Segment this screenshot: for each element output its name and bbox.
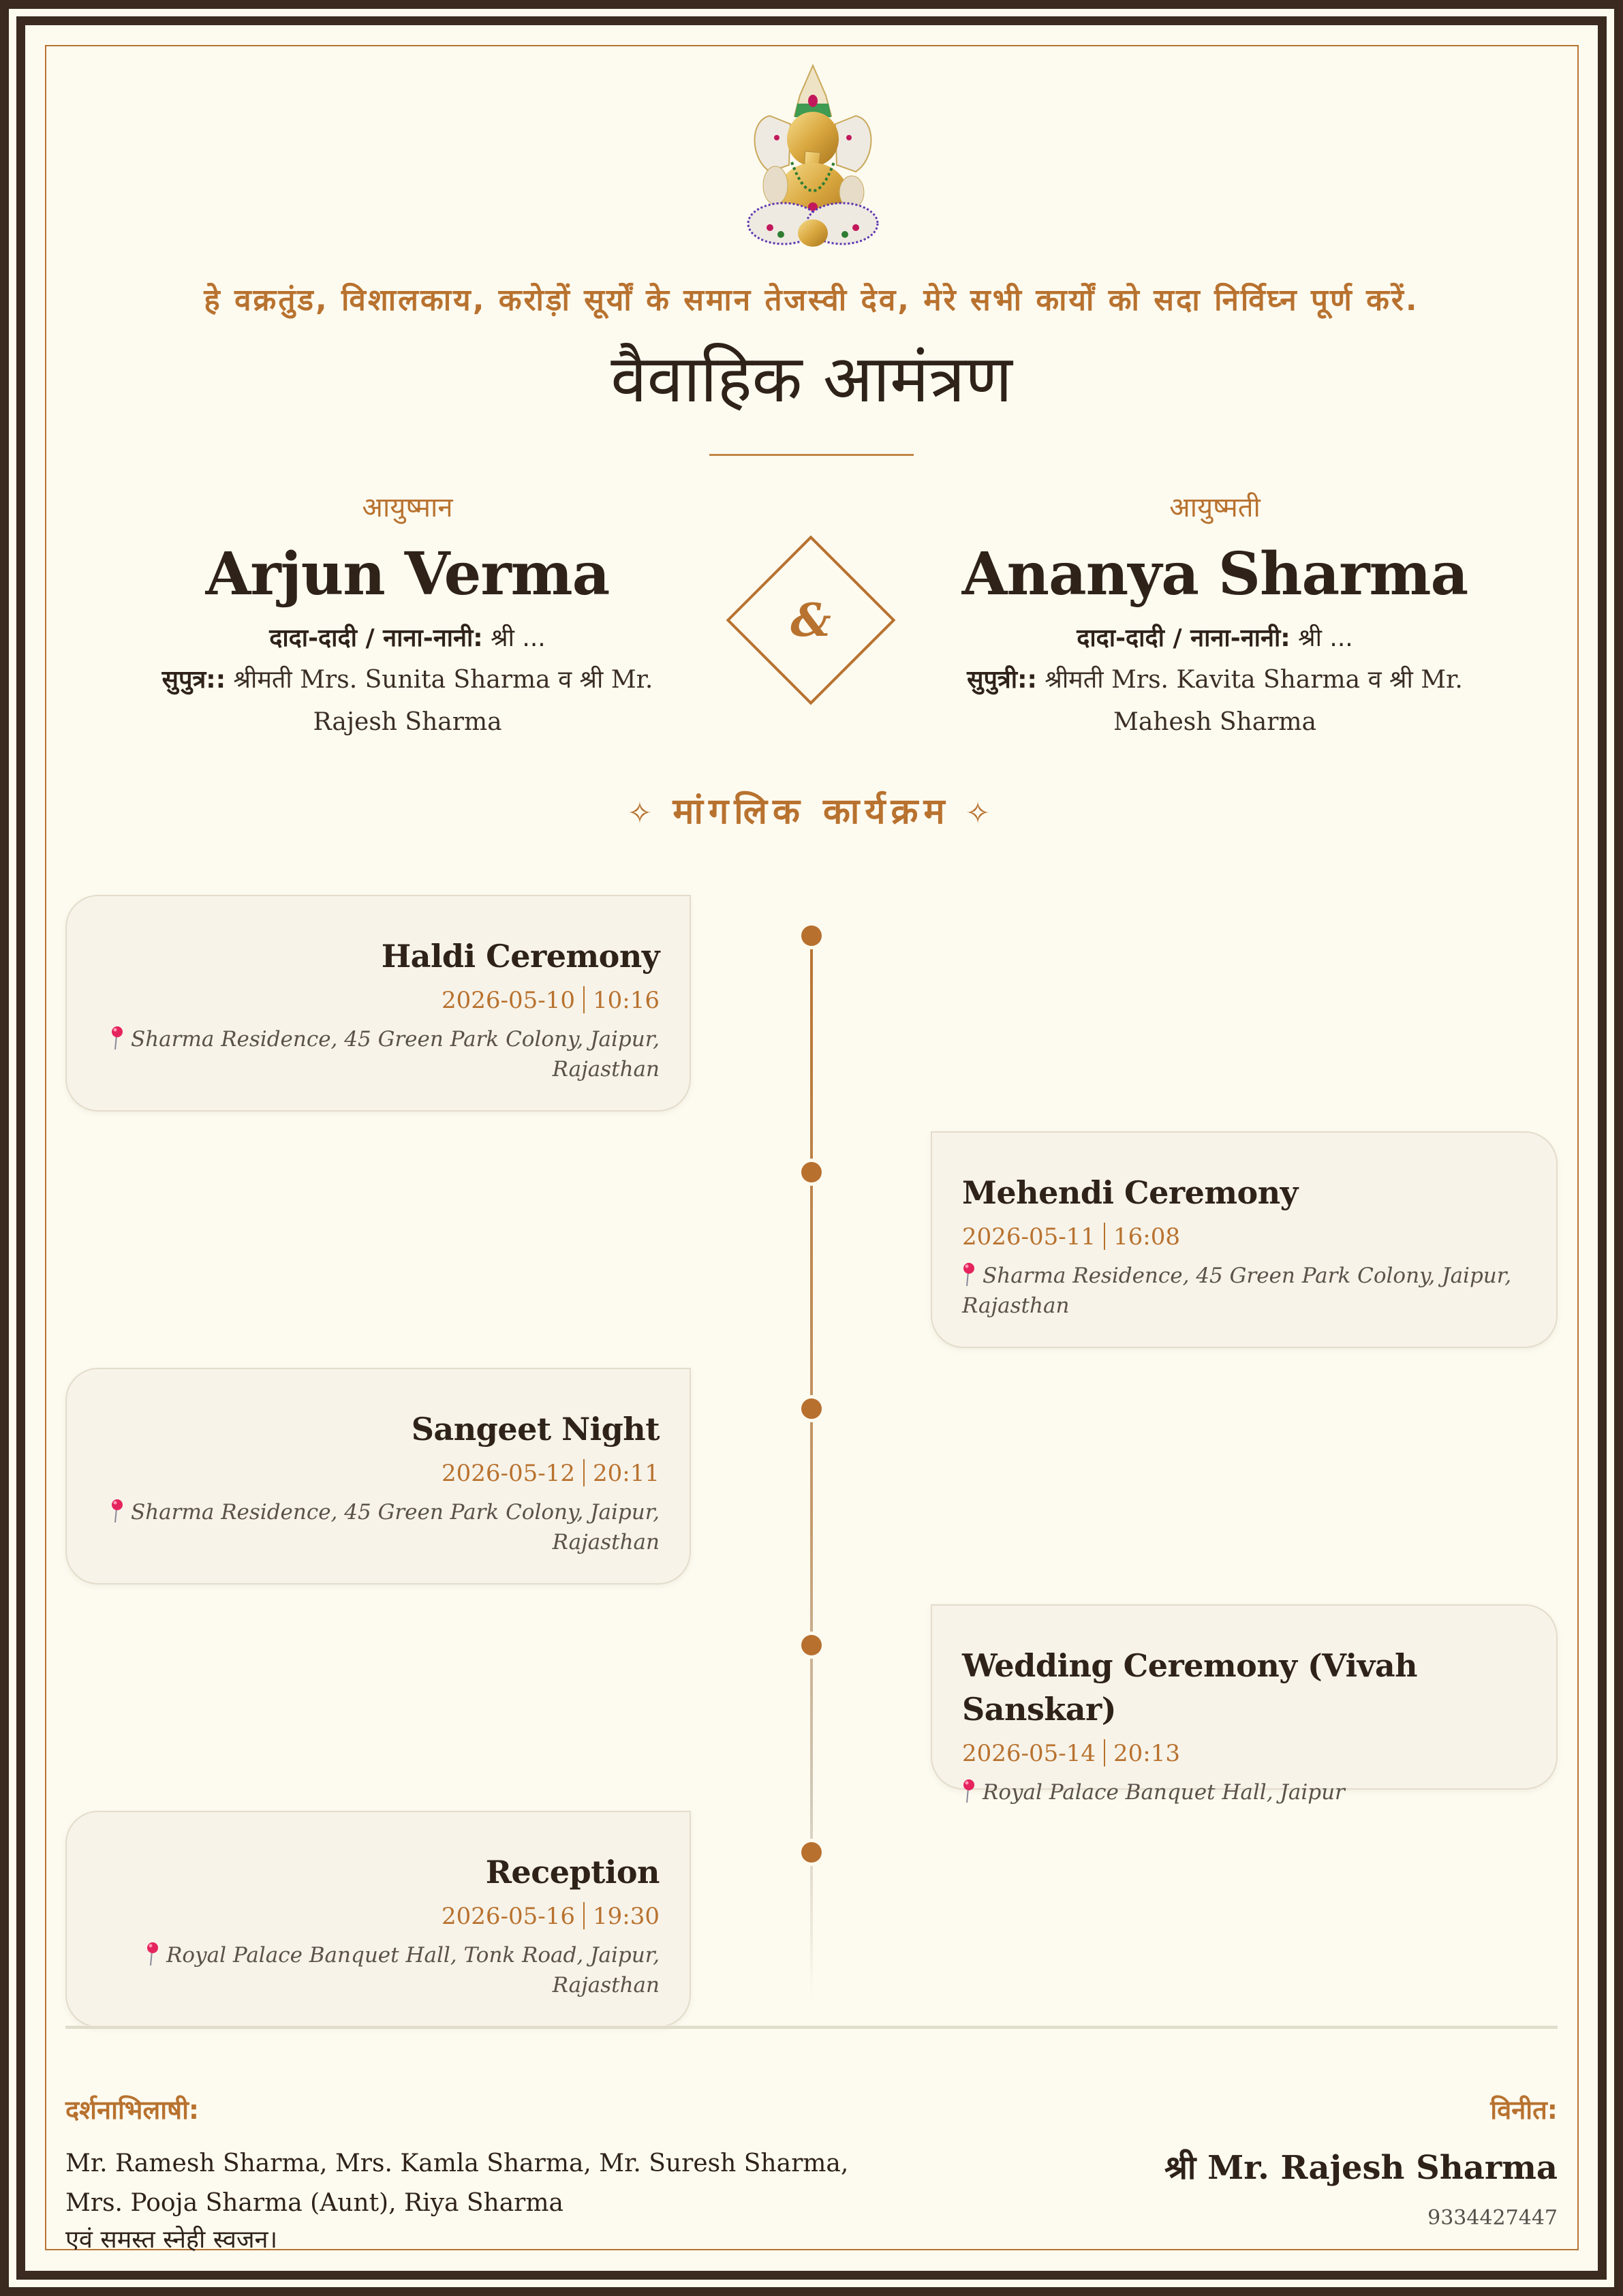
ampersand-icon: & — [790, 594, 831, 647]
bride-parents-value: श्रीमती Mrs. Kavita Sharma व श्री Mr. Mahesh Sharma — [1036, 666, 1463, 736]
ganesha-icon — [743, 63, 883, 251]
groom-name: Arjun Verma — [205, 540, 610, 609]
event-time: 19:30 — [593, 1903, 660, 1930]
event-card-mehendi — [931, 1131, 1558, 1348]
map-pin-icon — [962, 1779, 976, 1803]
event-time: 10:16 — [593, 987, 660, 1014]
event-venue — [962, 1777, 1526, 1807]
event-title: Reception — [485, 1854, 660, 1891]
groom-grandparents-label: दादा-दादी / नाना-नानी: — [269, 624, 483, 652]
event-date: 2026-05-10 — [441, 987, 576, 1014]
event-card-sangeet — [65, 1368, 691, 1585]
datetime-separator — [583, 1459, 585, 1486]
bride-block — [908, 487, 1521, 744]
wishers-names: Mr. Ramesh Sharma, Mrs. Kamla Sharma, Mr. Suresh Sharma, Mrs. Pooja Sharma (Aunt), Riya Sharma — [65, 2149, 849, 2217]
event-datetime — [97, 1894, 660, 1939]
event-venue-text: Royal Palace Banquet Hall, Jaipur — [983, 1780, 1345, 1805]
event-card-reception — [65, 1811, 691, 2027]
datetime-separator — [1104, 1223, 1105, 1250]
page-title: वैवाहिक आमंत्रण — [610, 341, 1013, 417]
timeline-dot — [801, 1842, 822, 1863]
event-datetime — [962, 1214, 1526, 1259]
wishers-closing: एवं समस्त स्नेही स्वजन। — [65, 2226, 278, 2254]
datetime-separator — [583, 1902, 585, 1929]
sparkle-star-icon: ✧ — [965, 796, 996, 831]
event-time: 20:11 — [593, 1460, 660, 1487]
event-title: Wedding Ceremony (Vivah Sanskar) — [962, 1647, 1418, 1728]
groom-block — [101, 487, 714, 744]
host-name: श्री Mr. Rajesh Sharma — [1164, 2149, 1558, 2187]
title-divider — [709, 454, 914, 456]
bride-grandparents-value: श्री ... — [1290, 624, 1353, 652]
groom-parents-value: श्रीमती Mrs. Sunita Sharma व श्री Mr. Rajesh Sharma — [226, 666, 653, 736]
event-date: 2026-05-16 — [441, 1903, 576, 1930]
event-venue-text: Sharma Residence, 45 Green Park Colony, Jaipur, Rajasthan — [962, 1264, 1512, 1318]
event-venue — [97, 1024, 660, 1084]
event-date: 2026-05-12 — [441, 1460, 576, 1487]
timeline-dot — [801, 1398, 822, 1419]
event-venue-text: Sharma Residence, 45 Green Park Colony, Jaipur, Rajasthan — [130, 1500, 660, 1555]
host-phone: 9334427447 — [1427, 2206, 1558, 2230]
bride-honorific: आयुष्मती — [1169, 492, 1261, 523]
groom-grandparents — [101, 618, 714, 659]
event-venue — [97, 1940, 660, 2000]
event-card-haldi — [65, 895, 691, 1112]
event-date: 2026-05-14 — [962, 1740, 1096, 1767]
event-venue-text: Royal Palace Banquet Hall, Tonk Road, Jaipur, Rajasthan — [166, 1943, 660, 1997]
groom-honorific: आयुष्मान — [362, 492, 453, 523]
event-title: Mehendi Ceremony — [962, 1174, 1298, 1211]
host-label: विनीत: — [1490, 2095, 1558, 2125]
events-section-heading — [0, 787, 1623, 838]
bride-grandparents-label: दादा-दादी / नाना-नानी: — [1077, 624, 1290, 652]
event-venue — [962, 1261, 1526, 1321]
events-heading-text: मांगलिक कार्यक्रम — [673, 791, 950, 832]
bride-name: Ananya Sharma — [961, 540, 1468, 609]
map-pin-icon — [962, 1262, 976, 1287]
map-pin-icon — [146, 1942, 159, 1966]
event-time: 16:08 — [1113, 1223, 1181, 1251]
map-pin-icon — [110, 1499, 124, 1523]
event-title: Haldi Ceremony — [381, 938, 660, 975]
bride-parents-label: सुपुत्री:: — [967, 666, 1037, 694]
timeline-line — [810, 936, 813, 1999]
wishers-block — [65, 2144, 883, 2257]
event-date: 2026-05-11 — [962, 1223, 1096, 1251]
event-datetime — [97, 978, 660, 1023]
event-venue — [97, 1497, 660, 1557]
event-time: 20:13 — [1113, 1740, 1181, 1767]
timeline-dot — [801, 1635, 822, 1655]
bride-parents — [908, 659, 1521, 744]
event-venue-text: Sharma Residence, 45 Green Park Colony, Jaipur, Rajasthan — [130, 1027, 660, 1082]
groom-parents — [101, 659, 714, 744]
map-pin-icon — [110, 1026, 124, 1050]
wishers-label: दर्शनाभिलाषी: — [65, 2095, 200, 2125]
event-card-wedding — [931, 1604, 1558, 1805]
footer-divider — [65, 2025, 1558, 2029]
datetime-separator — [583, 986, 585, 1013]
timeline-dot — [801, 1162, 822, 1182]
event-title: Sangeet Night — [411, 1411, 660, 1448]
bride-grandparents — [908, 618, 1521, 659]
timeline-dot — [801, 925, 822, 946]
groom-grandparents-value: श्री ... — [482, 624, 546, 652]
sparkle-star-icon: ✧ — [627, 796, 658, 831]
groom-parents-label: सुपुत्र:: — [161, 666, 226, 694]
invocation-verse: हे वक्रतुंड, विशालकाय, करोड़ों सूर्यों के समान तेजस्वी देव, मेरे सभी कार्यों को सदा निर्विघ्न पूर्ण करें. — [204, 283, 1419, 318]
event-datetime — [962, 1731, 1526, 1776]
datetime-separator — [1104, 1739, 1105, 1766]
event-datetime — [97, 1451, 660, 1496]
